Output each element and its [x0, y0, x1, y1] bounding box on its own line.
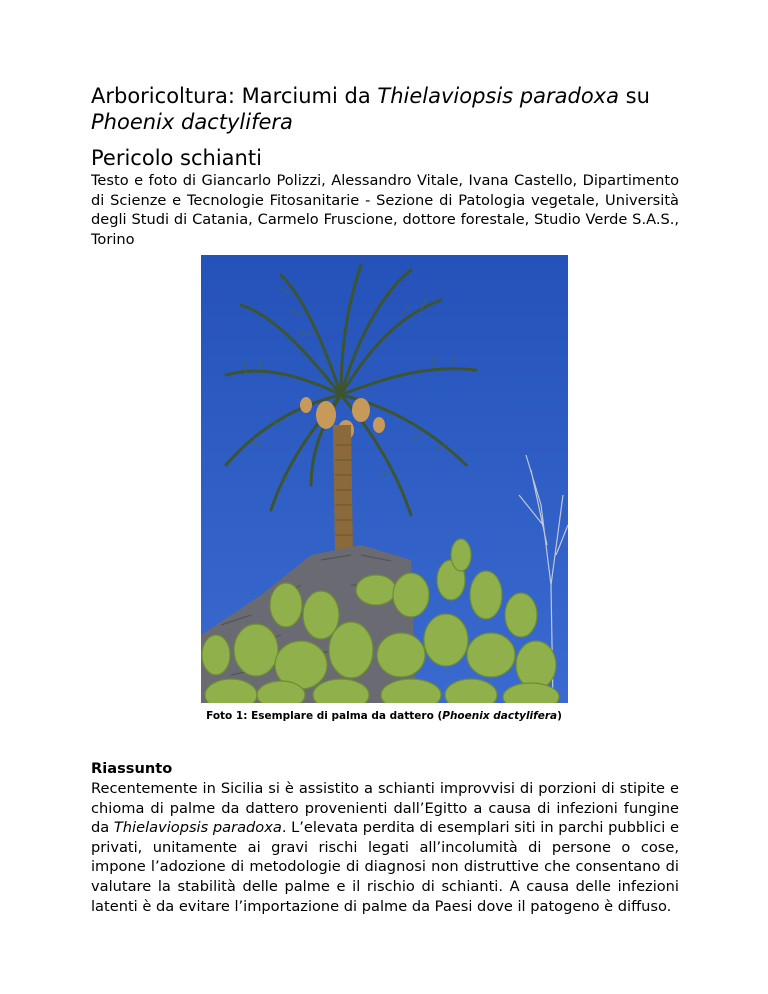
- title-prefix: Arboricoltura: Marciumi da: [91, 84, 378, 108]
- article-subtitle: Pericolo schianti: [91, 146, 262, 170]
- caption-suffix: ): [557, 710, 562, 722]
- abstract-part1: Recentemente in Sicilia si è assistito a schianti improvvisi di porzioni di stipite e chioma di palme da dattero provenienti dall’Egitto a causa di infezioni fungine da: [91, 780, 679, 837]
- palm-photo: [201, 255, 568, 703]
- abstract-heading: Riassunto: [91, 760, 173, 777]
- abstract-text: [91, 779, 679, 916]
- caption-prefix: Foto 1: Esemplare di palma da dattero (: [206, 710, 443, 722]
- abstract-species: Thielaviopsis paradoxa: [113, 819, 282, 837]
- title-middle: su: [618, 84, 650, 108]
- title-species: Thielaviopsis paradoxa: [377, 84, 619, 108]
- photo-caption: [0, 710, 768, 722]
- authors-text: Testo e foto di Giancarlo Polizzi, Alessandro Vitale, Ivana Castello, Dipartimento di Scienze e Tecnologie Fitosanitarie - Sezione di Patologia vegetale, Università degli Studi di Catania, Carmelo Fruscione, dottore forestale, Studio Verde S.A.S., Torino: [91, 172, 679, 248]
- caption-species: Phoenix dactylifera: [442, 710, 558, 722]
- article-title: [91, 83, 691, 135]
- title-host: Phoenix dactylifera: [91, 110, 293, 134]
- abstract-part2: . L’elevata perdita di esemplari siti in parchi pubblici e privati, unitamente ai gravi rischi legati all’incolumità di persone o cose, impone l’adozione di metodologie di diagnosi non distruttive che consentano di valutare la stabilità delle palme e il rischio di schianti. A causa delle infezioni latenti è da evitare l’importazione di palme da Paesi dove il patogeno è diffuso.: [91, 819, 679, 915]
